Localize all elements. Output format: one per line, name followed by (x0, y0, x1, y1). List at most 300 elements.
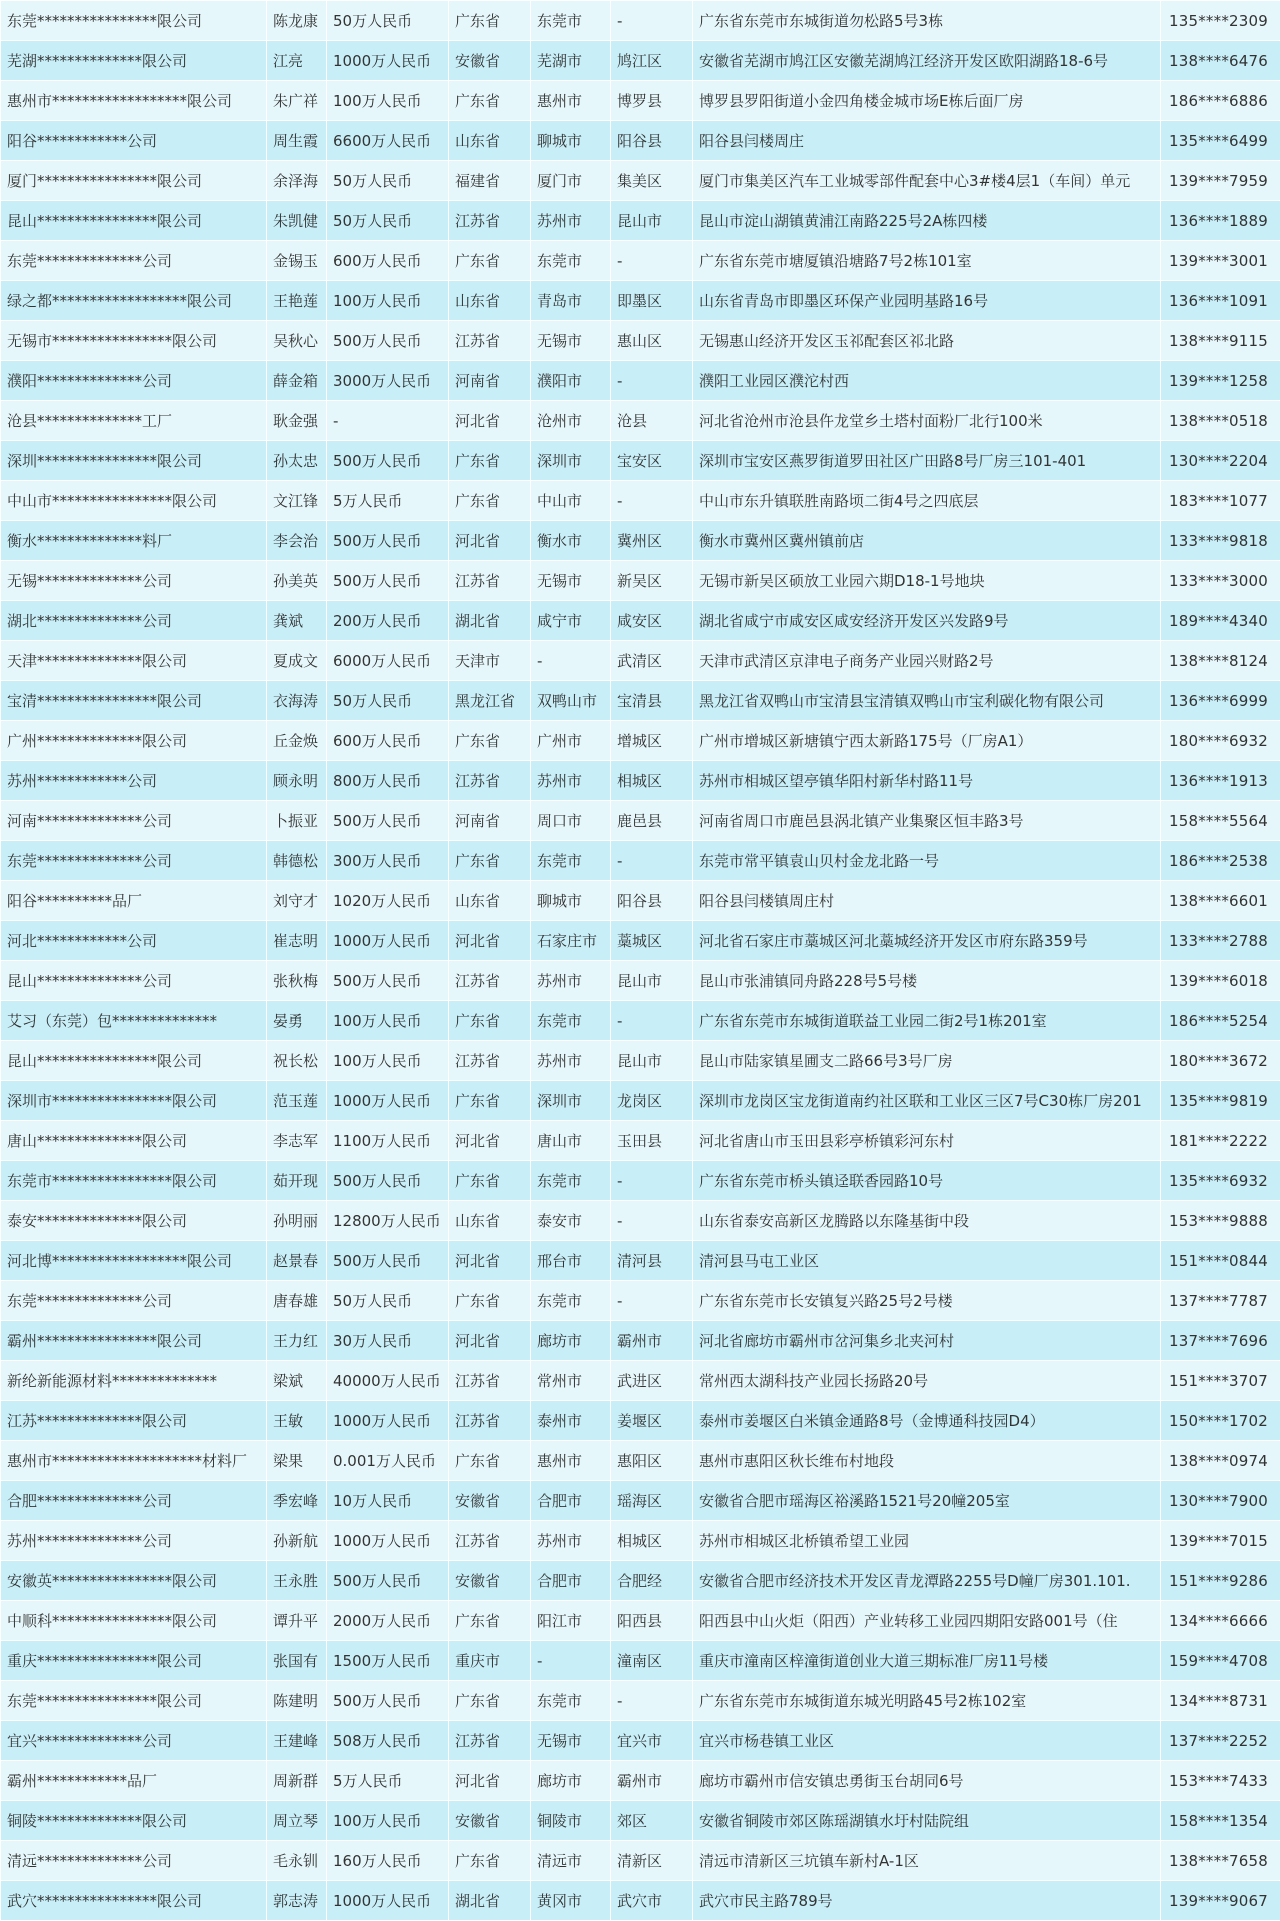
phone-cell: 183****1077 (1161, 481, 1280, 521)
city-cell: - (531, 1641, 611, 1681)
city-cell: 厦门市 (531, 161, 611, 201)
city-cell: 周口市 (531, 801, 611, 841)
address-cell: 广东省东莞市东城街道东城光明路45号2栋102室 (693, 1681, 1161, 1721)
company-cell: 江苏**************限公司 (1, 1401, 267, 1441)
capital-cell: 50万人民币 (327, 681, 449, 721)
person-cell: 韩德松 (267, 841, 327, 881)
province-cell: 湖北省 (449, 601, 531, 641)
address-cell: 河南省周口市鹿邑县涡北镇产业集聚区恒丰路3号 (693, 801, 1161, 841)
province-cell: 湖北省 (449, 1881, 531, 1921)
company-cell: 惠州市********************材料厂 (1, 1441, 267, 1481)
capital-cell: 1000万人民币 (327, 921, 449, 961)
table-row (1, 801, 1280, 841)
city-cell: 衡水市 (531, 521, 611, 561)
person-cell: 朱凯健 (267, 201, 327, 241)
capital-cell: 30万人民币 (327, 1321, 449, 1361)
province-cell: 江苏省 (449, 321, 531, 361)
person-cell: 朱广祥 (267, 81, 327, 121)
address-cell: 昆山市张浦镇同舟路228号5号楼 (693, 961, 1161, 1001)
city-cell: 无锡市 (531, 1721, 611, 1761)
city-cell: 苏州市 (531, 761, 611, 801)
table-row (1, 1201, 1280, 1241)
address-cell: 广东省东莞市塘厦镇沿塘路7号2栋101室 (693, 241, 1161, 281)
capital-cell: 5万人民币 (327, 1761, 449, 1801)
table-body (1, 1, 1280, 1921)
district-cell: 冀州区 (611, 521, 693, 561)
district-cell: - (611, 1681, 693, 1721)
province-cell: 江苏省 (449, 561, 531, 601)
person-cell: 郭志涛 (267, 1881, 327, 1921)
table-row (1, 1241, 1280, 1281)
district-cell: 潼南区 (611, 1641, 693, 1681)
company-cell: 宝清****************限公司 (1, 681, 267, 721)
district-cell: 鸠江区 (611, 41, 693, 81)
person-cell: 刘守才 (267, 881, 327, 921)
district-cell: 清新区 (611, 1841, 693, 1881)
address-cell: 广州市增城区新塘镇宁西太新路175号（厂房A1） (693, 721, 1161, 761)
phone-cell: 186****2538 (1161, 841, 1280, 881)
capital-cell: 0.001万人民币 (327, 1441, 449, 1481)
city-cell: 广州市 (531, 721, 611, 761)
city-cell: 苏州市 (531, 1521, 611, 1561)
city-cell: 东莞市 (531, 1001, 611, 1041)
address-cell: 廊坊市霸州市信安镇忠勇街玉台胡同6号 (693, 1761, 1161, 1801)
person-cell: 李志军 (267, 1121, 327, 1161)
province-cell: 广东省 (449, 1001, 531, 1041)
table-row (1, 1001, 1280, 1041)
capital-cell: 100万人民币 (327, 281, 449, 321)
district-cell: - (611, 1201, 693, 1241)
province-cell: 广东省 (449, 481, 531, 521)
table-row (1, 521, 1280, 561)
table-row (1, 121, 1280, 161)
person-cell: 陈龙康 (267, 1, 327, 41)
province-cell: 广东省 (449, 1681, 531, 1721)
company-cell: 厦门****************限公司 (1, 161, 267, 201)
province-cell: 黑龙江省 (449, 681, 531, 721)
company-cell: 东莞**************公司 (1, 841, 267, 881)
address-cell: 武穴市民主路789号 (693, 1881, 1161, 1921)
district-cell: 宜兴市 (611, 1721, 693, 1761)
address-cell: 东莞市常平镇袁山贝村金龙北路一号 (693, 841, 1161, 881)
capital-cell: 600万人民币 (327, 241, 449, 281)
address-cell: 无锡惠山经济开发区玉祁配套区祁北路 (693, 321, 1161, 361)
district-cell: 即墨区 (611, 281, 693, 321)
capital-cell: 1500万人民币 (327, 1641, 449, 1681)
company-cell: 新纶新能源材料************** (1, 1361, 267, 1401)
company-cell: 艾习（东莞）包************** (1, 1001, 267, 1041)
phone-cell: 133****3000 (1161, 561, 1280, 601)
city-cell: 苏州市 (531, 961, 611, 1001)
city-cell: 合肥市 (531, 1481, 611, 1521)
phone-cell: 130****7900 (1161, 1481, 1280, 1521)
person-cell: 季宏峰 (267, 1481, 327, 1521)
address-cell: 泰州市姜堰区白米镇金通路8号（金博通科技园D4） (693, 1401, 1161, 1441)
district-cell: 沧县 (611, 401, 693, 441)
address-cell: 广东省东莞市东城街道勿松路5号3栋 (693, 1, 1161, 41)
district-cell: 龙岗区 (611, 1081, 693, 1121)
city-cell: 无锡市 (531, 321, 611, 361)
district-cell: 藁城区 (611, 921, 693, 961)
person-cell: 周生霞 (267, 121, 327, 161)
company-cell: 广州**************限公司 (1, 721, 267, 761)
province-cell: 河北省 (449, 1321, 531, 1361)
phone-cell: 136****1913 (1161, 761, 1280, 801)
phone-cell: 138****0518 (1161, 401, 1280, 441)
table-row (1, 241, 1280, 281)
city-cell: 咸宁市 (531, 601, 611, 641)
capital-cell: 2000万人民币 (327, 1601, 449, 1641)
table-row (1, 161, 1280, 201)
province-cell: 广东省 (449, 1081, 531, 1121)
city-cell: - (531, 641, 611, 681)
capital-cell: 500万人民币 (327, 521, 449, 561)
phone-cell: 189****4340 (1161, 601, 1280, 641)
phone-cell: 136****6999 (1161, 681, 1280, 721)
company-cell: 衡水**************料厂 (1, 521, 267, 561)
phone-cell: 135****9819 (1161, 1081, 1280, 1121)
province-cell: 河南省 (449, 801, 531, 841)
district-cell: - (611, 361, 693, 401)
table-row (1, 81, 1280, 121)
address-cell: 昆山市陆家镇星圃支二路66号3号厂房 (693, 1041, 1161, 1081)
table-row (1, 281, 1280, 321)
person-cell: 周新群 (267, 1761, 327, 1801)
company-cell: 惠州市******************限公司 (1, 81, 267, 121)
address-cell: 安徽省铜陵市郊区陈瑶湖镇水圩村陆院组 (693, 1801, 1161, 1841)
address-cell: 山东省泰安高新区龙腾路以东隆基街中段 (693, 1201, 1161, 1241)
province-cell: 江苏省 (449, 961, 531, 1001)
phone-cell: 158****1354 (1161, 1801, 1280, 1841)
person-cell: 耿金强 (267, 401, 327, 441)
capital-cell: 6000万人民币 (327, 641, 449, 681)
person-cell: 孙太忠 (267, 441, 327, 481)
company-cell: 霸州****************限公司 (1, 1321, 267, 1361)
phone-cell: 135****2309 (1161, 1, 1280, 41)
capital-cell: 500万人民币 (327, 1561, 449, 1601)
capital-cell: 1000万人民币 (327, 1521, 449, 1561)
address-cell: 厦门市集美区汽车工业城零部件配套中心3#楼4层1（车间）单元 (693, 161, 1161, 201)
person-cell: 梁果 (267, 1441, 327, 1481)
capital-cell: 12800万人民币 (327, 1201, 449, 1241)
table-row (1, 921, 1280, 961)
district-cell: 玉田县 (611, 1121, 693, 1161)
company-cell: 昆山**************公司 (1, 961, 267, 1001)
address-cell: 天津市武清区京津电子商务产业园兴财路2号 (693, 641, 1161, 681)
capital-cell: 600万人民币 (327, 721, 449, 761)
table-row (1, 1761, 1280, 1801)
person-cell: 梁斌 (267, 1361, 327, 1401)
capital-cell: 100万人民币 (327, 81, 449, 121)
district-cell: 昆山市 (611, 961, 693, 1001)
address-cell: 无锡市新吴区硕放工业园六期D18-1号地块 (693, 561, 1161, 601)
capital-cell: 10万人民币 (327, 1481, 449, 1521)
address-cell: 安徽省合肥市经济技术开发区青龙潭路2255号D幢厂房301.101. (693, 1561, 1161, 1601)
city-cell: 青岛市 (531, 281, 611, 321)
address-cell: 昆山市淀山湖镇黄浦江南路225号2A栋四楼 (693, 201, 1161, 241)
district-cell: 瑶海区 (611, 1481, 693, 1521)
phone-cell: 133****2788 (1161, 921, 1280, 961)
city-cell: 石家庄市 (531, 921, 611, 961)
capital-cell: 500万人民币 (327, 961, 449, 1001)
address-cell: 湖北省咸宁市咸安区咸安经济开发区兴发路9号 (693, 601, 1161, 641)
city-cell: 惠州市 (531, 1441, 611, 1481)
district-cell: 咸安区 (611, 601, 693, 641)
company-cell: 昆山****************限公司 (1, 1041, 267, 1081)
city-cell: 泰州市 (531, 1401, 611, 1441)
city-cell: 东莞市 (531, 1681, 611, 1721)
city-cell: 濮阳市 (531, 361, 611, 401)
phone-cell: 139****9067 (1161, 1881, 1280, 1921)
table-row (1, 1081, 1280, 1121)
address-cell: 惠州市惠阳区秋长维布村地段 (693, 1441, 1161, 1481)
person-cell: 晏勇 (267, 1001, 327, 1041)
province-cell: 江苏省 (449, 1521, 531, 1561)
company-cell: 濮阳**************公司 (1, 361, 267, 401)
person-cell: 卜振亚 (267, 801, 327, 841)
table-row (1, 1, 1280, 41)
table-row (1, 1401, 1280, 1441)
capital-cell: 50万人民币 (327, 201, 449, 241)
capital-cell: 1000万人民币 (327, 1401, 449, 1441)
address-cell: 宜兴市杨巷镇工业区 (693, 1721, 1161, 1761)
capital-cell: 500万人民币 (327, 1241, 449, 1281)
table-row (1, 1881, 1280, 1921)
company-cell: 芜湖**************限公司 (1, 41, 267, 81)
person-cell: 孙明丽 (267, 1201, 327, 1241)
person-cell: 周立琴 (267, 1801, 327, 1841)
company-cell: 苏州**************公司 (1, 1521, 267, 1561)
city-cell: 唐山市 (531, 1121, 611, 1161)
district-cell: 武清区 (611, 641, 693, 681)
company-cell: 合肥**************公司 (1, 1481, 267, 1521)
company-cell: 昆山****************限公司 (1, 201, 267, 241)
person-cell: 谭升平 (267, 1601, 327, 1641)
city-cell: 苏州市 (531, 1041, 611, 1081)
province-cell: 广东省 (449, 1281, 531, 1321)
province-cell: 山东省 (449, 1201, 531, 1241)
table-row (1, 441, 1280, 481)
capital-cell: 500万人民币 (327, 1161, 449, 1201)
table-row (1, 1121, 1280, 1161)
city-cell: 苏州市 (531, 201, 611, 241)
phone-cell: 180****3672 (1161, 1041, 1280, 1081)
district-cell: 阳谷县 (611, 881, 693, 921)
district-cell: - (611, 1161, 693, 1201)
phone-cell: 139****7015 (1161, 1521, 1280, 1561)
phone-cell: 137****2252 (1161, 1721, 1280, 1761)
capital-cell: - (327, 401, 449, 441)
table-row (1, 1321, 1280, 1361)
person-cell: 丘金焕 (267, 721, 327, 761)
capital-cell: 1000万人民币 (327, 1881, 449, 1921)
phone-cell: 137****7696 (1161, 1321, 1280, 1361)
phone-cell: 139****3001 (1161, 241, 1280, 281)
province-cell: 广东省 (449, 841, 531, 881)
table-row (1, 1361, 1280, 1401)
city-cell: 沧州市 (531, 401, 611, 441)
city-cell: 中山市 (531, 481, 611, 521)
capital-cell: 1000万人民币 (327, 1081, 449, 1121)
district-cell: 阳西县 (611, 1601, 693, 1641)
company-cell: 东莞**************公司 (1, 241, 267, 281)
phone-cell: 151****0844 (1161, 1241, 1280, 1281)
province-cell: 安徽省 (449, 1801, 531, 1841)
city-cell: 惠州市 (531, 81, 611, 121)
province-cell: 山东省 (449, 281, 531, 321)
company-cell: 阳谷**********品厂 (1, 881, 267, 921)
company-cell: 武穴****************限公司 (1, 1881, 267, 1921)
province-cell: 江苏省 (449, 761, 531, 801)
phone-cell: 180****6932 (1161, 721, 1280, 761)
province-cell: 江苏省 (449, 201, 531, 241)
address-cell: 重庆市潼南区梓潼街道创业大道三期标准厂房11号楼 (693, 1641, 1161, 1681)
company-cell: 东莞**************公司 (1, 1281, 267, 1321)
table-row (1, 1601, 1280, 1641)
address-cell: 河北省沧州市沧县仵龙堂乡土塔村面粉厂北行100米 (693, 401, 1161, 441)
capital-cell: 5万人民币 (327, 481, 449, 521)
province-cell: 安徽省 (449, 1561, 531, 1601)
phone-cell: 151****9286 (1161, 1561, 1280, 1601)
capital-cell: 50万人民币 (327, 161, 449, 201)
province-cell: 广东省 (449, 1841, 531, 1881)
province-cell: 广东省 (449, 1, 531, 41)
company-cell: 中顺科****************限公司 (1, 1601, 267, 1641)
city-cell: 泰安市 (531, 1201, 611, 1241)
person-cell: 王敏 (267, 1401, 327, 1441)
table-row (1, 1841, 1280, 1881)
company-cell: 唐山**************限公司 (1, 1121, 267, 1161)
person-cell: 王建峰 (267, 1721, 327, 1761)
table-row (1, 1681, 1280, 1721)
capital-cell: 40000万人民币 (327, 1361, 449, 1401)
table-row (1, 1801, 1280, 1841)
city-cell: 东莞市 (531, 241, 611, 281)
phone-cell: 153****7433 (1161, 1761, 1280, 1801)
person-cell: 文江锋 (267, 481, 327, 521)
province-cell: 安徽省 (449, 41, 531, 81)
table-row (1, 1721, 1280, 1761)
company-cell: 东莞****************限公司 (1, 1, 267, 41)
company-cell: 苏州************公司 (1, 761, 267, 801)
table-row (1, 761, 1280, 801)
table-row (1, 361, 1280, 401)
province-cell: 广东省 (449, 1601, 531, 1641)
phone-cell: 159****4708 (1161, 1641, 1280, 1681)
city-cell: 邢台市 (531, 1241, 611, 1281)
capital-cell: 1100万人民币 (327, 1121, 449, 1161)
company-cell: 东莞****************限公司 (1, 1681, 267, 1721)
province-cell: 河南省 (449, 361, 531, 401)
person-cell: 赵景春 (267, 1241, 327, 1281)
province-cell: 山东省 (449, 881, 531, 921)
company-cell: 东莞市****************限公司 (1, 1161, 267, 1201)
city-cell: 黄冈市 (531, 1881, 611, 1921)
capital-cell: 500万人民币 (327, 561, 449, 601)
city-cell: 东莞市 (531, 1161, 611, 1201)
phone-cell: 186****5254 (1161, 1001, 1280, 1041)
phone-cell: 138****6476 (1161, 41, 1280, 81)
district-cell: 武进区 (611, 1361, 693, 1401)
district-cell: - (611, 841, 693, 881)
person-cell: 王艳莲 (267, 281, 327, 321)
capital-cell: 500万人民币 (327, 441, 449, 481)
company-cell: 无锡市****************限公司 (1, 321, 267, 361)
address-cell: 安徽省芜湖市鸠江区安徽芜湖鸠江经济开发区欧阳湖路18-6号 (693, 41, 1161, 81)
company-cell: 清远**************公司 (1, 1841, 267, 1881)
table-row (1, 41, 1280, 81)
phone-cell: 158****5564 (1161, 801, 1280, 841)
district-cell: - (611, 1, 693, 41)
district-cell: 昆山市 (611, 1041, 693, 1081)
district-cell: 鹿邑县 (611, 801, 693, 841)
city-cell: 深圳市 (531, 1081, 611, 1121)
table-row (1, 481, 1280, 521)
district-cell: 霸州市 (611, 1761, 693, 1801)
address-cell: 阳谷县闫楼周庄 (693, 121, 1161, 161)
capital-cell: 100万人民币 (327, 1001, 449, 1041)
address-cell: 安徽省合肥市瑶海区裕溪路1521号20幢205室 (693, 1481, 1161, 1521)
province-cell: 广东省 (449, 81, 531, 121)
phone-cell: 134****8731 (1161, 1681, 1280, 1721)
phone-cell: 136****1889 (1161, 201, 1280, 241)
district-cell: 合肥经 (611, 1561, 693, 1601)
company-cell: 深圳****************限公司 (1, 441, 267, 481)
phone-cell: 138****9115 (1161, 321, 1280, 361)
phone-cell: 135****6932 (1161, 1161, 1280, 1201)
district-cell: - (611, 1001, 693, 1041)
company-cell: 宜兴**************公司 (1, 1721, 267, 1761)
address-cell: 广东省东莞市长安镇复兴路25号2号楼 (693, 1281, 1161, 1321)
city-cell: 铜陵市 (531, 1801, 611, 1841)
address-cell: 清河县马屯工业区 (693, 1241, 1161, 1281)
province-cell: 广东省 (449, 721, 531, 761)
table-row (1, 1481, 1280, 1521)
company-cell: 铜陵**************限公司 (1, 1801, 267, 1841)
province-cell: 天津市 (449, 641, 531, 681)
person-cell: 张秋梅 (267, 961, 327, 1001)
phone-cell: 139****7959 (1161, 161, 1280, 201)
address-cell: 山东省青岛市即墨区环保产业园明基路16号 (693, 281, 1161, 321)
city-cell: 东莞市 (531, 841, 611, 881)
company-cell: 安徽英****************限公司 (1, 1561, 267, 1601)
company-cell: 河北博******************限公司 (1, 1241, 267, 1281)
person-cell: 王永胜 (267, 1561, 327, 1601)
table-row (1, 681, 1280, 721)
table-row (1, 641, 1280, 681)
district-cell: - (611, 1281, 693, 1321)
person-cell: 毛永钏 (267, 1841, 327, 1881)
district-cell: 郊区 (611, 1801, 693, 1841)
capital-cell: 100万人民币 (327, 1801, 449, 1841)
address-cell: 黑龙江省双鸭山市宝清县宝清镇双鸭山市宝利碳化物有限公司 (693, 681, 1161, 721)
table-row (1, 1521, 1280, 1561)
address-cell: 深圳市龙岗区宝龙街道南约社区联和工业区三区7号C30栋厂房201 (693, 1081, 1161, 1121)
person-cell: 江亮 (267, 41, 327, 81)
phone-cell: 134****6666 (1161, 1601, 1280, 1641)
address-cell: 博罗县罗阳街道小金四角楼金城市场E栋后面厂房 (693, 81, 1161, 121)
capital-cell: 1000万人民币 (327, 41, 449, 81)
address-cell: 广东省东莞市桥头镇迳联香园路10号 (693, 1161, 1161, 1201)
phone-cell: 138****6601 (1161, 881, 1280, 921)
person-cell: 陈建明 (267, 1681, 327, 1721)
province-cell: 福建省 (449, 161, 531, 201)
person-cell: 薛金箱 (267, 361, 327, 401)
city-cell: 聊城市 (531, 121, 611, 161)
district-cell: 宝清县 (611, 681, 693, 721)
address-cell: 衡水市冀州区冀州镇前店 (693, 521, 1161, 561)
phone-cell: 137****7787 (1161, 1281, 1280, 1321)
